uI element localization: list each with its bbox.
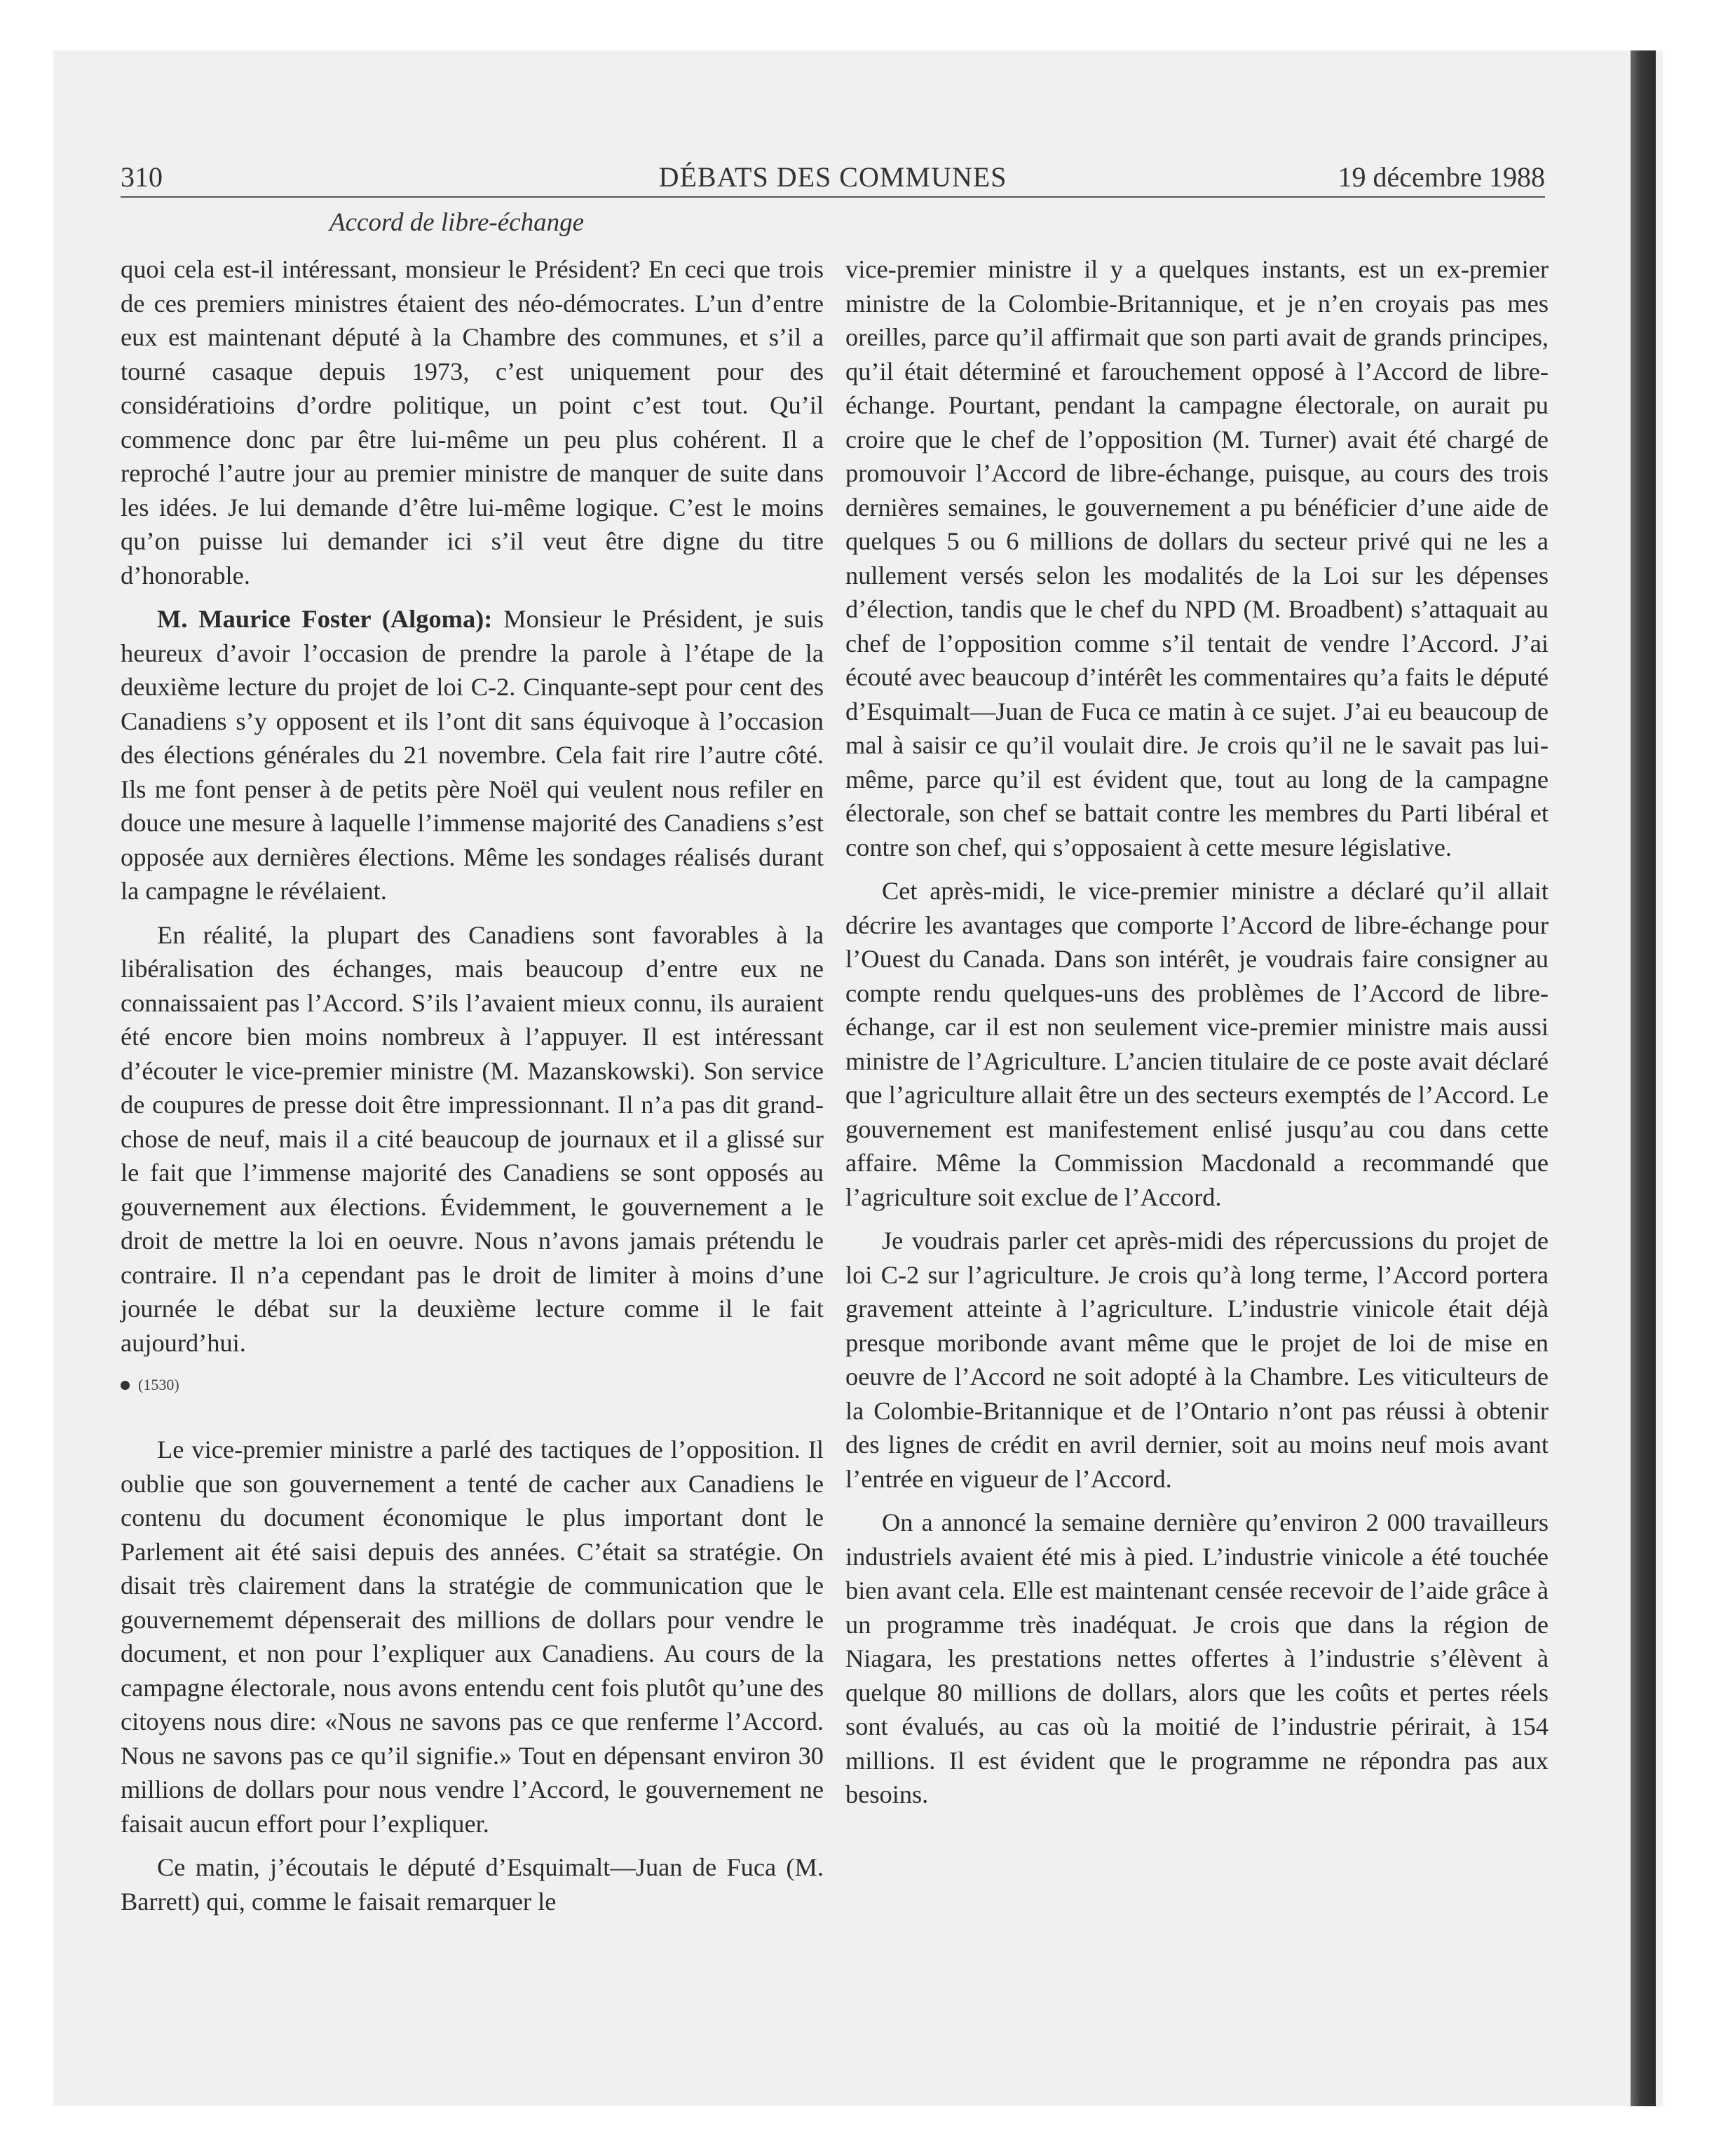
speech-text: Monsieur le Président, je suis heureux d’avoir l’occasion de prendre la parole à l’étape de la deuxième lecture du projet de loi C-2. Cinquante-sept pour cent des Canadiens s’y opposent et ils l’ont dit sans équivoque à l’occasion des élections générales du 21 novembre. Cela fait rire l’autre côté. Ils me font penser à de petits père Noël qui veulent nous refiler en douce une mesure à laquelle l’immense majorité des Canadiens s’est opposée aux dernières élections. Même les sondages réalisés durant la campagne le révélaient. bbox=[121, 605, 824, 905]
paragraph: En réalité, la plupart des Canadiens sont favorables à la libéralisation des échanges, mais beaucoup d’entre eux ne connaissaient pas l’Accord. S’ils l’avaient mieux connu, ils auraient été encore bien moins nombreux à l’appuyer. Il est intéressant d’écouter le vice-premier ministre (M. Mazanskowski). Son service de coupures de presse doit être impressionnant. Il n’a pas dit grand-chose de neuf, mais il a cité beaucoup de journaux et il a glissé sur le fait que l’immense majorité des Canadiens se sont opposés au gouvernement aux élections. Évidemment, le gouvernement a le droit de mettre la loi en oeuvre. Nous n’avons jamais prétendu le contraire. Il n’a cependant pas le droit de limiter à moins d’une journée le débat sur la deuxième lecture comme il le fait aujourd’hui. bbox=[121, 920, 824, 1357]
page-number: 310 bbox=[121, 161, 163, 193]
header-date: 19 décembre 1988 bbox=[1338, 161, 1545, 193]
running-header bbox=[121, 156, 1545, 199]
time-marker bbox=[121, 1375, 824, 1395]
paragraph: quoi cela est-il intéressant, monsieur le Président? En ceci que trois de ces premiers ministres étaient des néo-démocrates. L’un d’entre eux est maintenant député à la Chambre des communes, et s’il a tourné casaque depuis 1973, c’est uniquement pour des considératioins d’ordre politique, un point c’est tout. Qu’il commence donc par être lui-même un peu plus cohérent. Il a reproché l’autre jour au premier ministre de manquer de suite dans les idées. Je lui demande d’être lui-même logique. C’est le moins qu’on puisse lui demander ici s’il veut être digne du titre d’honorable. bbox=[121, 255, 824, 589]
speaker-name: M. Maurice Foster (Algoma): bbox=[157, 605, 493, 633]
paragraph: vice-premier ministre il y a quelques instants, est un ex-premier ministre de la Colombie-Britannique, et je n’en croyais pas mes oreilles, parce qu’il affirmait que son parti avait de grands principes, qu’il était déterminé et farouchement opposé à l’Accord de libre-échange. Pourtant, pendant la campagne électorale, on aurait pu croire que le chef de l’opposition (M. Turner) avait été chargé de promouvoir l’Accord de libre-échange, puisque, au cours des trois dernières semaines, le gouvernement a pu bénéficier d’une aide de quelques 5 ou 6 millions de dollars du secteur privé qui ne les a nullement versés selon les modalités de la Loi sur les dépenses d’élection, tandis que le chef du NPD (M. Broadbent) s’attaquait au chef de l’opposition comme s’il tentait de vendre l’Accord. J’ai écouté avec beaucoup d’intérêt les commentaires qu’a faits le député d’Esquimalt—Juan de Fuca ce matin à ce sujet. J’ai eu beaucoup de mal à saisir ce qu’il voulait dire. Je crois qu’il ne le savait pas lui-même, parce qu’il est évident que, tout au long de la campagne électorale, son chef se battait contre les membres du Parti libéral et contre son chef, qui s’opposaient à cette mesure législative. bbox=[845, 255, 1549, 861]
time-marker-text: (1530) bbox=[138, 1376, 179, 1393]
right-column bbox=[845, 252, 1549, 1812]
paragraph: On a annoncé la semaine dernière qu’environ 2 000 travailleurs industriels avaient été mis à pied. L’industrie vinicole a été touchée bien avant cela. Elle est maintenant censée recevoir de l’aide grâce à un programme très inadéquat. Je crois que dans la région de Niagara, les prestations nettes offertes à l’industrie s’élèvent à quelque 80 millions de dollars, alors que les coûts et pertes réels sont évalués, au cas où la moitié de l’industrie périrait, à 154 millions. Il est évident que le programme ne répondra pas aux besoins. bbox=[845, 1508, 1549, 1808]
journal-title: DÉBATS DES COMMUNES bbox=[658, 161, 1007, 193]
header-rule bbox=[121, 196, 1545, 198]
paragraph: Le vice-premier ministre a parlé des tactiques de l’opposition. Il oublie que son gouvernement a tenté de cacher aux Canadiens le contenu du document économique le plus important dont le Parlement ait été saisi depuis des années. C’était sa stratégie. On disait très clairement dans la stratégie de communication que le gouvernememt dépenserait des millions de dollars pour vendre le document, et non pour l’expliquer aux Canadiens. Au cours de la campagne électorale, nous avons entendu cent fois plutôt qu’une des citoyens nous dire: «Nous ne savons pas ce que renferme l’Accord. Nous ne savons pas ce qu’il signifie.» Tout en dépensant environ 30 millions de dollars pour nous vendre l’Accord, le gouvernement ne faisait aucun effort pour l’expliquer. bbox=[121, 1435, 824, 1838]
paragraph: Cet après-midi, le vice-premier ministre a déclaré qu’il allait décrire les avantages que comporte l’Accord de libre-échange pour l’Ouest du Canada. Dans son intérêt, je voudrais faire consigner au compte rendu quelques-uns des problèmes de l’Accord de libre-échange, car il est non seulement vice-premier ministre mais aussi ministre de l’Agriculture. L’ancien titulaire de ce poste avait déclaré que l’agriculture allait être un des secteurs exemptés de l’Accord. Le gouvernement est manifestement enlisé jusqu’au cou dans cette affaire. Même la Commission Macdonald a recommandé que l’agriculture soit exclue de l’Accord. bbox=[845, 877, 1549, 1211]
left-column bbox=[121, 252, 824, 1918]
section-title: Accord de libre-échange bbox=[329, 208, 584, 237]
speech-paragraph bbox=[121, 602, 824, 908]
scan-spine-shadow bbox=[1631, 50, 1656, 2106]
paragraph: Ce matin, j’écoutais le député d’Esquimalt—Juan de Fuca (M. Barrett) qui, comme le faisait remarquer le bbox=[121, 1853, 824, 1916]
paragraph: Je voudrais parler cet après-midi des répercussions du projet de loi C-2 sur l’agriculture. Je crois qu’à long terme, l’Accord portera gravement atteinte à l’agriculture. L’industrie vinicole était déjà presque moribonde avant même que le projet de loi de mise en oeuvre de l’Accord ne soit adopté à la Chambre. Les viticulteurs de la Colombie-Britannique et de l’Ontario n’ont pas réussi à obtenir des lignes de crédit en avril dernier, soit au moins neuf mois avant l’entrée en vigueur de l’Accord. bbox=[845, 1227, 1549, 1493]
bullet-icon bbox=[121, 1381, 130, 1390]
